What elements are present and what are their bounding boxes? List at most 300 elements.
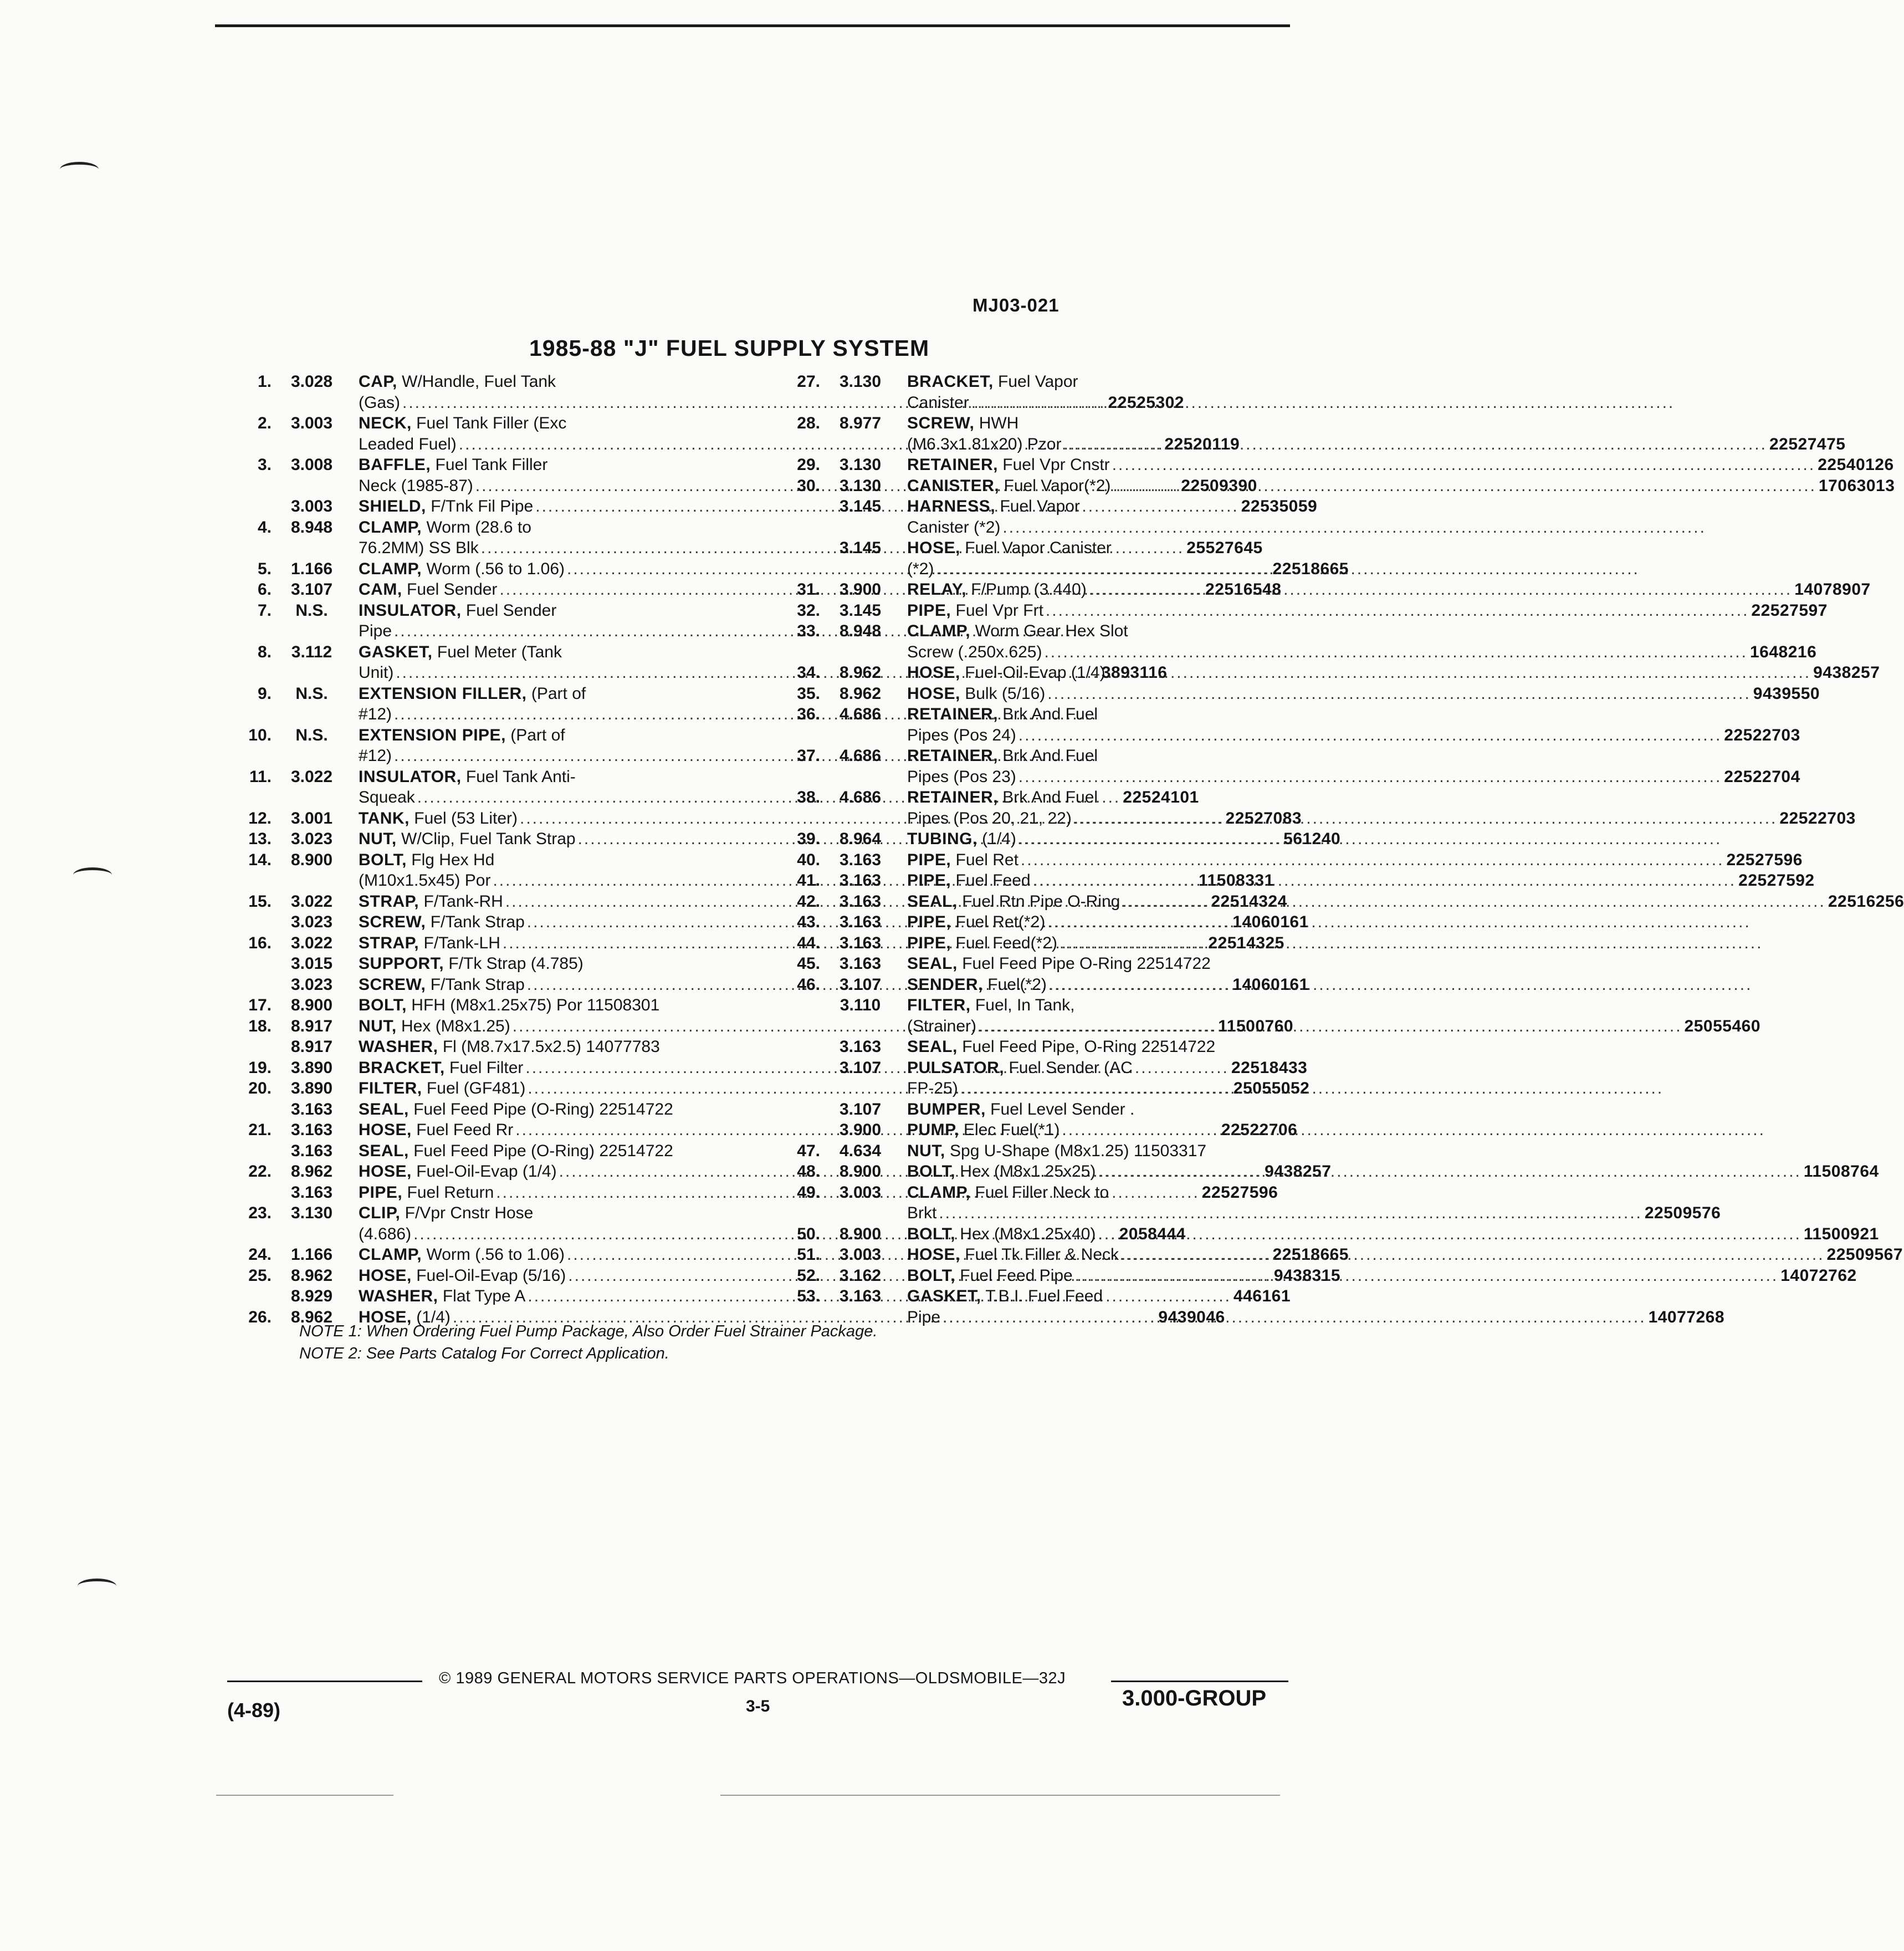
part-entry [222,600,734,642]
part-number: 22527596 [1201,1183,1278,1202]
item-number: 52. [797,1266,820,1285]
item-number: 6. [257,580,272,599]
group-number: 3.145 [839,497,882,515]
description-text [907,787,1098,808]
item-number: 11. [249,767,272,786]
part-number: 22522703 [1779,809,1856,828]
part-entry [222,1141,734,1162]
part-description [346,1141,734,1162]
part-number: 14078907 [1794,580,1871,599]
part-name: CAP, [359,372,397,391]
binder-mark [60,162,99,177]
description-line [907,662,1880,683]
page-title: 1985-88 "J" FUEL SUPPLY SYSTEM [529,335,930,361]
description-text [359,1036,660,1058]
item-number: 28. [797,414,820,432]
description-text [907,953,1211,974]
part-number: 22514325 [1208,933,1284,952]
part-name: HOSE, [359,1308,412,1326]
description-line [359,953,734,974]
dot-leader [1063,434,1767,455]
part-name: RETAINER, [907,456,998,474]
group-number: 4.634 [839,1141,882,1160]
part-entry [770,621,1817,662]
part-name: SCREW, [907,414,975,432]
part-detail: Fuel Feed Pipe O-Ring 22514722 [957,954,1211,973]
description-line [359,1036,734,1058]
part-detail: Fuel Tk Filler & Neck [960,1245,1119,1264]
item-number: 45. [797,954,820,973]
group-number: 1.166 [290,1245,333,1264]
part-entry [770,995,1761,1036]
part-name: BOLT, [907,1162,955,1181]
part-name: BRACKET, [907,372,994,391]
part-detail: Fuel Return [402,1183,494,1202]
description-text [907,912,1045,933]
part-name: WASHER, [359,1287,438,1305]
part-name: EXTENSION PIPE, [359,726,506,744]
part-name: CLAMP, [359,559,422,578]
item-number: 38. [797,788,820,806]
group-number: 8.962 [839,663,882,682]
description-line [907,1182,1721,1203]
part-detail: Pipe [359,622,392,640]
description-text [359,891,503,912]
item-number: 12. [248,809,272,828]
part-name: GASKET, [359,642,433,661]
description-text [907,1203,936,1224]
part-detail: W/Clip, Fuel Tank Strap [396,830,576,848]
part-entry [770,974,1311,995]
part-name: HOSE, [907,684,960,703]
part-detail: Fuel Meter (Tank [432,642,562,661]
group-number: N.S. [295,684,328,703]
part-detail: Brk And Fuel [997,747,1098,765]
part-detail: (1/4) [411,1308,451,1326]
part-detail: (4.686) [359,1224,412,1243]
part-name: CANISTER, [907,476,1000,495]
doc-code: MJ03-021 [973,295,1060,315]
dot-leader [979,1016,1682,1037]
part-number: 22527475 [1769,435,1846,453]
dot-leader [943,1307,1646,1328]
item-number: 16. [248,933,272,952]
description-text [359,600,556,621]
description-line [907,1078,1666,1099]
note-1: NOTE 1: When Ordering Fuel Pump Package, Also Order Fuel Strainer Package. [299,1322,878,1340]
description-text [907,995,1074,1016]
description-text [907,704,1098,725]
description-line [907,683,1820,704]
item-number [770,995,826,1036]
part-detail: Fuel Tank Filler [431,456,548,474]
part-entry [222,953,734,974]
part-number: 14077268 [1648,1308,1725,1326]
part-entry [770,600,1828,621]
dot-leader [1074,808,1778,829]
group-number: 8.964 [839,830,882,848]
part-detail: Fuel Vapor(*2) [999,476,1111,495]
part-description [895,1286,1724,1327]
group-number: N.S. [295,726,328,744]
group-number: 3.163 [290,1141,333,1160]
part-description [895,870,1815,891]
description-text [359,829,576,850]
dot-leader [1049,974,1753,995]
item-number: 22. [248,1162,272,1181]
part-detail: Pipe [907,1308,941,1326]
part-description [895,974,1754,995]
description-text [359,912,525,933]
description-text [359,1016,510,1037]
part-description [895,1058,1666,1099]
item-number: 7. [257,601,272,620]
item-number: 30. [797,476,820,495]
item-number: 18. [248,1017,272,1035]
description-line [907,413,1845,434]
description-text [359,1078,525,1099]
part-name: STRAP, [359,892,419,911]
part-entry [770,1244,1903,1265]
part-description [895,1224,1879,1245]
description-line [907,745,1800,767]
group-number: 8.962 [290,1266,333,1285]
bottom-rule [216,1795,393,1796]
part-detail: Fuel (GF481) [422,1079,526,1097]
part-detail: (M6.3x1.81x20) Pzor [907,435,1062,453]
item-number: 8. [257,642,272,661]
item-number: 51. [797,1245,820,1264]
part-detail: Elec Fuel(*1) [959,1121,1060,1139]
item-number [222,1099,277,1120]
part-number: 3893116 [1101,663,1168,682]
part-number: 22509567 [1826,1245,1903,1264]
item-number: 47. [797,1141,820,1160]
description-text [907,434,1061,455]
group-number: 3.003 [839,1183,882,1202]
item-number: 35. [797,684,820,703]
part-entry [770,454,1894,476]
part-entry [770,1224,1879,1245]
part-name: RELAY, [907,580,966,599]
description-text [359,434,457,455]
part-name: NECK, [359,414,412,432]
description-line [907,538,1642,559]
part-detail: Brkt [907,1204,937,1222]
part-detail: Canister [907,393,969,412]
item-number: 29. [797,456,820,474]
description-text [907,933,1057,954]
dot-leader [1098,1161,1801,1182]
part-name: PIPE, [907,913,951,931]
item-number [770,1099,826,1120]
part-name: FILTER, [907,996,971,1014]
part-number: 14060161 [1232,975,1309,994]
item-number [222,953,277,974]
dot-leader [1121,1244,1825,1265]
description-text [907,371,1078,392]
group-label: 3.000-GROUP [1122,1686,1267,1710]
description-text [359,579,497,600]
dot-leader [939,1203,1642,1224]
description-text [359,725,565,746]
part-description [346,995,734,1016]
item-number: 15. [248,892,272,911]
description-text [907,476,1110,497]
item-number: 27. [797,372,820,391]
part-detail: Worm (.56 to 1.06) [422,1245,565,1264]
part-number: 9439550 [1753,684,1820,703]
description-text [907,683,1045,704]
group-number: 3.112 [291,642,332,661]
item-number [770,538,826,579]
part-entry [770,704,1800,745]
group-number: 8.900 [290,850,333,869]
group-number: 3.023 [290,975,333,994]
part-description [895,953,1311,974]
part-detail: Fuel, In Tank, [970,996,1075,1014]
description-line [907,912,1753,933]
part-detail: Neck (1985-87) [359,476,473,495]
description-text [907,559,934,580]
description-text [359,662,393,683]
part-detail: Fuel Vapor [995,497,1080,515]
description-text [907,1058,1133,1079]
part-number: 22518433 [1231,1058,1308,1077]
part-name: HARNESS, [907,497,996,515]
part-entry [222,725,734,767]
group-number: 3.890 [290,1079,333,1097]
notes [299,1320,877,1365]
description-text [359,808,518,829]
group-number: 8.962 [290,1308,333,1326]
part-detail: T.B.I. Fuel Feed [981,1287,1103,1305]
item-number [770,1036,826,1058]
part-description [895,912,1753,933]
part-number: 14060161 [1232,913,1309,931]
description-text [359,496,533,517]
part-detail: #12) [359,705,392,723]
description-line [907,1224,1879,1245]
part-detail: Pipes (Pos 20, 21, 22) [907,809,1072,828]
part-number: 22540126 [1818,456,1894,474]
group-number: 3.163 [839,871,882,890]
description-text [907,454,1110,476]
part-name: TANK, [359,809,410,828]
description-text [359,517,531,538]
part-description [346,1099,734,1120]
part-description [895,1120,1768,1141]
description-text [359,933,500,954]
group-number: 3.110 [840,996,881,1014]
dot-leader [1047,912,1751,933]
description-line [907,808,1856,829]
part-name: SCREW, [359,975,426,994]
part-detail: F/Tank-LH [419,933,500,952]
part-detail: Fuel-Oil-Evap (1/4) [960,663,1105,682]
description-line [907,995,1760,1016]
part-description [895,891,1904,912]
description-line [907,476,1895,497]
item-number: 42. [797,892,820,911]
part-entry [770,912,1311,933]
part-number: 22525302 [1108,393,1184,412]
description-text [359,1141,673,1162]
part-detail: Flat Type A [438,1287,526,1305]
item-number: 20. [248,1079,272,1097]
part-detail: Worm Gear Hex Slot [970,622,1128,640]
item-number: 31. [797,580,820,599]
part-description [895,683,1820,704]
description-line [907,891,1904,912]
group-number: 3.163 [839,913,882,931]
dot-leader [1018,767,1722,788]
part-detail: F/Tank Strap [426,913,525,931]
group-number: 1.166 [290,559,333,578]
part-description [895,850,1803,871]
item-number [222,974,277,995]
description-text [907,621,1128,642]
part-name: PIPE, [907,850,951,869]
dot-leader [1002,517,1706,538]
part-entry [770,829,1311,850]
group-number: 3.015 [290,954,333,973]
part-name: SUPPORT, [359,954,444,973]
part-detail: (M10x1.5x45) Por [359,871,491,890]
part-number: 22527083 [1225,809,1302,828]
description-line [359,995,734,1016]
part-detail: Fuel Feed Pipe, O-Ring 22514722 [957,1038,1216,1056]
description-text [359,704,392,725]
part-entry [770,496,1311,538]
description-text [907,1141,1206,1162]
group-number: 8.917 [290,1038,333,1056]
description-line [907,1099,1311,1120]
item-number [222,1286,277,1307]
part-description [895,579,1871,600]
group-number: 3.107 [839,1100,882,1118]
group-number: 8.948 [839,622,882,640]
group-number: 3.890 [290,1058,333,1077]
item-number: 53. [797,1287,820,1305]
description-text [359,787,415,808]
group-number: 3.023 [290,913,333,931]
group-number: 3.008 [290,456,333,474]
item-number: 39. [797,830,820,848]
item-number [770,496,826,538]
dot-leader [1047,683,1751,704]
description-text [907,662,1105,683]
description-text [359,371,556,392]
description-text [907,850,1018,871]
description-text [359,953,584,974]
footer-date: (4-89) [227,1699,281,1722]
part-detail: F/Vpr Cnstr Hose [400,1204,534,1222]
part-name: CLAMP, [359,518,422,537]
item-number: 32. [797,601,820,620]
part-entry [222,1099,734,1120]
group-number: 3.028 [290,372,333,391]
part-entry [770,579,1871,600]
group-number: 3.022 [290,767,333,786]
part-detail: F/Pump (3.440) [966,580,1087,599]
description-line [907,933,1765,954]
part-name: HOSE, [907,663,960,682]
group-number: 3.130 [839,456,882,474]
part-detail: Fuel-Oil-Evap (5/16) [411,1266,566,1285]
description-text [907,1078,958,1099]
part-name: BOLT, [359,996,407,1014]
description-text [359,870,490,891]
description-text [359,476,473,497]
description-text [359,1224,411,1245]
part-number: 22522704 [1724,767,1800,786]
group-number: 3.001 [290,809,333,828]
part-number: 9438257 [1813,663,1880,682]
description-text [907,974,1047,995]
part-name: BOLT, [907,1224,955,1243]
part-detail: Fuel Sender [402,580,498,599]
item-number: 23. [248,1204,272,1222]
description-text [359,974,525,995]
part-detail: Flg Hex Hd [406,850,495,869]
item-number: 3. [257,456,272,474]
group-number: 3.163 [290,1121,333,1139]
part-entry [770,745,1800,787]
part-detail: Fuel Feed(*2) [951,933,1057,952]
part-detail: Fuel-Oil-Evap (1/4) [411,1162,557,1181]
part-description [346,1036,734,1058]
item-number: 26. [248,1308,272,1326]
part-detail: Fuel Feed Pipe [955,1266,1073,1285]
description-text [907,1286,1103,1307]
part-name: HOSE, [907,539,960,557]
item-number: 34. [797,663,820,682]
part-name: PULSATOR, [907,1058,1005,1077]
part-detail: Fuel Feed [951,871,1031,890]
part-detail: Unit) [359,663,394,682]
part-detail: (Part of [526,684,586,703]
part-name: BOLT, [359,850,407,869]
group-number: 3.003 [290,497,333,515]
dot-leader [1060,933,1763,954]
part-detail: Fuel Level Sender . [985,1100,1135,1118]
description-text [907,745,1098,767]
description-line [907,1265,1857,1286]
item-number: 41. [797,871,820,890]
part-detail: Brk And Fuel [997,705,1098,723]
part-number: 561240 [1283,830,1341,848]
description-line [907,870,1815,891]
part-description [895,496,1708,538]
part-description [895,1141,1311,1162]
description-line [907,767,1800,788]
part-detail: W/Handle, Fuel Tank [397,372,556,391]
part-name: SEAL, [907,954,958,973]
description-text [907,517,1000,538]
description-line [907,1286,1724,1307]
description-line [907,704,1800,725]
description-line [907,1161,1879,1182]
part-entry [770,1161,1879,1182]
part-name: SEAL, [907,892,958,911]
part-name: INSULATOR, [359,767,462,786]
item-number: 9. [257,684,272,703]
description-text [359,413,566,434]
group-number: 3.163 [839,1287,882,1305]
part-name: PIPE, [907,933,951,952]
part-detail: Fuel Feed Rr [411,1121,514,1139]
